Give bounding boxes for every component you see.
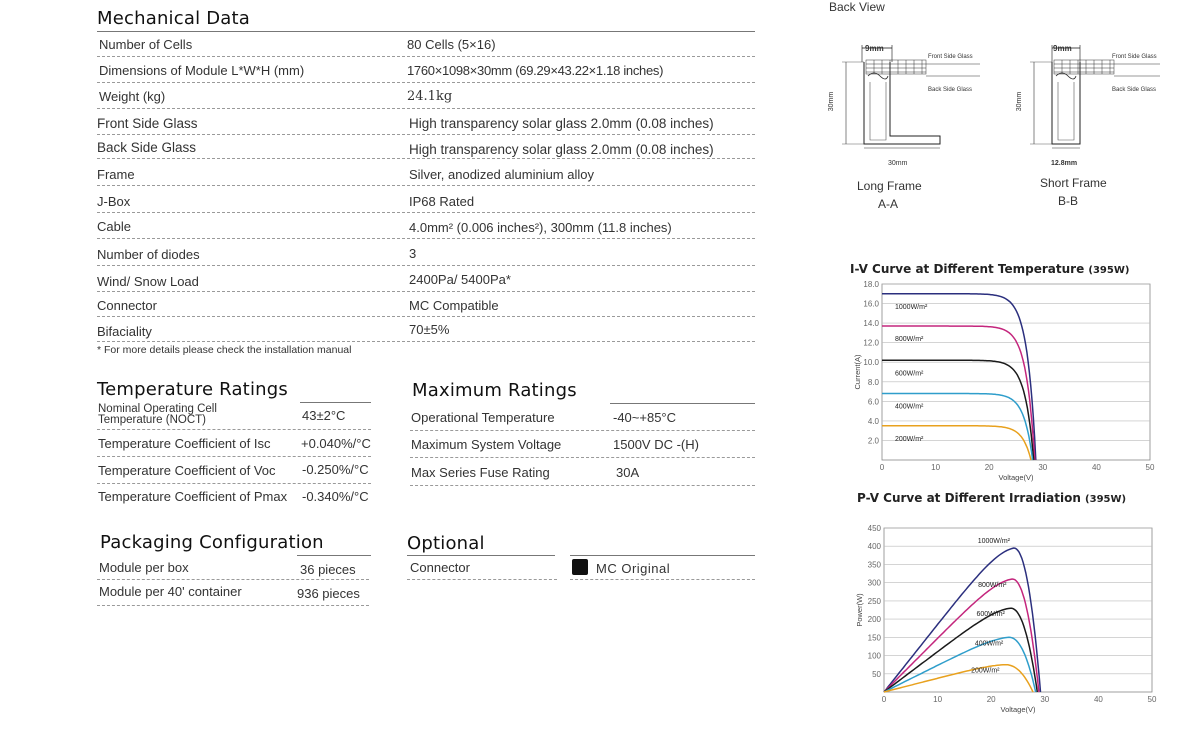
row-value: +0.040%/°C	[301, 436, 371, 451]
series-line	[884, 637, 1036, 692]
iv-chart	[842, 280, 1162, 480]
row-label: Front Side Glass	[97, 116, 198, 131]
table-row	[410, 404, 755, 431]
row-value: MC Original	[596, 561, 671, 576]
row-label: Nominal Operating Cell Temperature (NOCT)	[98, 403, 217, 426]
series-label: 1000W/m²	[977, 538, 1011, 546]
maximum-ratings-title: Maximum Ratings	[412, 380, 577, 401]
x-tick-label: 20	[986, 695, 996, 704]
series-label: 600W/m²	[976, 611, 1005, 619]
x-tick-label: 40	[1091, 463, 1101, 472]
y-tick-label: 14.0	[863, 319, 879, 329]
series-label: 200W/m²	[971, 667, 1000, 675]
y-axis-label: Current(A)	[853, 354, 862, 390]
table-row	[97, 268, 755, 292]
y-tick-label: 200	[867, 615, 881, 625]
table-row	[97, 484, 371, 509]
series-label: 800W/m²	[895, 336, 924, 344]
table-row	[97, 111, 755, 135]
row-label: Temperature Coefficient of Voc	[98, 463, 276, 478]
table-row	[97, 85, 755, 109]
table-row	[97, 242, 755, 266]
y-tick-label: 8.0	[867, 377, 879, 387]
row-label: Number of Cells	[99, 37, 193, 52]
row-label: Module per box	[99, 560, 189, 575]
y-tick-label: 50	[872, 669, 881, 679]
y-tick-label: 300	[867, 578, 881, 588]
series-label: 400W/m²	[974, 640, 1004, 648]
row-value: High transparency solar glass 2.0mm (0.08 inches)	[409, 116, 714, 131]
row-label: Max Series Fuse Rating	[411, 465, 550, 480]
series-label: 600W/m²	[895, 370, 924, 378]
y-tick-label: 250	[867, 596, 881, 606]
row-label: Operational Temperature	[411, 410, 555, 425]
y-tick-label: 450	[867, 524, 881, 533]
installation-note: * For more details please check the installation manual	[97, 344, 352, 356]
series-line	[884, 548, 1041, 692]
x-tick-label: 0	[879, 463, 885, 472]
table-row	[97, 430, 371, 457]
row-value: IP68 Rated	[409, 194, 475, 209]
row-label: Wind/ Snow Load	[97, 274, 199, 289]
long-frame-back-label: Back Side Glass	[928, 87, 973, 93]
series-line	[884, 608, 1037, 692]
row-value: 43±2°C	[302, 408, 346, 423]
connector-color-swatch	[572, 559, 588, 575]
row-value: -0.250%/°C	[302, 462, 369, 477]
long-frame-section: A-A	[878, 197, 899, 211]
long-frame-front-label: Front Side Glass	[928, 54, 973, 60]
short-frame-front-label: Front Side Glass	[1112, 54, 1157, 60]
row-label: Module per 40' container	[99, 584, 242, 599]
x-tick-label: 40	[1093, 695, 1103, 704]
plot-area	[884, 528, 1152, 692]
row-label: Temperature Coefficient of Isc	[98, 436, 271, 451]
table-row	[97, 59, 755, 83]
y-tick-label: 16.0	[863, 299, 879, 309]
row-label: Dimensions of Module L*W*H (mm)	[99, 63, 305, 78]
x-tick-label: 10	[931, 463, 941, 472]
series-label: 1000W/m²	[895, 303, 928, 311]
row-value: 1500V DC -(H)	[613, 437, 699, 452]
table-row	[410, 431, 755, 458]
y-tick-label: 6.0	[867, 397, 879, 407]
long-frame-dim-side: 30mm	[828, 91, 836, 112]
table-row	[97, 293, 755, 317]
y-tick-label: 150	[867, 633, 881, 643]
long-frame-name: Long Frame	[857, 179, 922, 193]
row-label: J-Box	[97, 194, 131, 209]
table-row	[97, 135, 755, 159]
iv-chart-title	[850, 262, 1129, 276]
row-label: Temperature Coefficient of Pmax	[98, 489, 288, 504]
row-value: 2400Pa/ 5400Pa*	[409, 272, 511, 287]
short-frame-dim-top: 9mm	[1053, 44, 1072, 53]
x-tick-label: 20	[984, 463, 994, 472]
row-label: Connector	[410, 560, 470, 575]
x-tick-label: 50	[1145, 463, 1155, 472]
iv-chart-title-suffix: (395W)	[1088, 265, 1130, 276]
series-label: 800W/m²	[978, 582, 1007, 590]
table-row	[97, 162, 755, 186]
y-tick-label: 2.0	[867, 436, 879, 446]
long-frame-dim-top: 9mm	[865, 44, 884, 53]
table-row	[97, 457, 371, 484]
table-row	[407, 556, 557, 580]
row-label: Number of diodes	[97, 247, 200, 262]
mechanical-data-title: Mechanical Data	[97, 8, 250, 29]
y-axis-label: Power(W)	[855, 593, 864, 627]
optional-title: Optional	[407, 533, 485, 554]
row-label: Maximum System Voltage	[411, 437, 562, 452]
row-label: Bifaciality	[97, 324, 152, 339]
table-row	[570, 556, 755, 580]
row-value: 4.0mm² (0.006 inches²), 300mm (11.8 inches)	[409, 220, 672, 235]
row-value: -0.340%/°C	[302, 489, 369, 504]
row-value: 80 Cells (5×16)	[407, 37, 496, 52]
table-row	[97, 556, 369, 580]
iv-chart-title-text: I-V Curve at Different Temperature	[850, 262, 1085, 276]
row-value: 1760×1098×30mm (69.29×43.22×1.18 inches)	[407, 63, 664, 78]
mechanical-data-rule	[97, 31, 755, 32]
long-frame-dim-bottom: 30mm	[888, 160, 908, 167]
table-row	[97, 33, 755, 57]
table-row	[97, 403, 371, 430]
y-tick-label: 350	[867, 560, 881, 570]
row-label: Cable	[97, 219, 131, 234]
y-tick-label: 12.0	[863, 338, 879, 348]
row-value: MC Compatible	[409, 298, 499, 313]
row-value: 36 pieces	[300, 562, 356, 577]
series-label: 400W/m²	[895, 403, 924, 411]
row-value: 24.1kg	[407, 89, 453, 104]
pv-chart	[842, 520, 1162, 735]
back-view-title: Back View	[829, 0, 885, 14]
x-tick-label: 30	[1038, 463, 1048, 472]
row-label: Connector	[97, 298, 157, 313]
table-row	[97, 189, 755, 213]
y-tick-label: 10.0	[863, 358, 879, 368]
x-tick-label: 10	[933, 695, 943, 704]
table-row	[97, 318, 755, 342]
series-line	[882, 426, 1031, 460]
row-value: 3	[409, 246, 417, 261]
y-tick-label: 100	[867, 651, 881, 661]
row-value: High transparency solar glass 2.0mm (0.08 inches)	[409, 142, 714, 157]
row-value: 70±5%	[409, 322, 450, 337]
short-frame-section: B-B	[1058, 194, 1079, 208]
x-tick-label: 0	[881, 695, 887, 704]
row-label: Weight (kg)	[99, 89, 166, 104]
x-tick-label: 30	[1040, 695, 1050, 704]
row-value: 30A	[616, 465, 640, 480]
short-frame-name: Short Frame	[1040, 176, 1107, 190]
row-value: Silver, anodized aluminium alloy	[409, 167, 594, 182]
pv-chart-title	[857, 491, 1126, 505]
row-value: -40~+85°C	[613, 410, 677, 425]
row-label: Back Side Glass	[97, 140, 197, 155]
pv-chart-title-text: P-V Curve at Different Irradiation	[857, 491, 1081, 505]
table-row	[97, 580, 369, 606]
x-tick-label: 50	[1147, 695, 1157, 704]
row-value: 936 pieces	[297, 586, 360, 601]
row-label: Frame	[97, 167, 135, 182]
series-label: 200W/m²	[895, 435, 924, 443]
x-axis-label: Voltage(V)	[1000, 705, 1036, 714]
y-tick-label: 18.0	[863, 280, 879, 289]
short-frame-dim-side: 30mm	[1016, 91, 1024, 112]
table-row	[97, 215, 755, 239]
packaging-configuration-title: Packaging Configuration	[100, 532, 324, 553]
short-frame-back-label: Back Side Glass	[1112, 87, 1157, 93]
pv-chart-title-suffix: (395W)	[1085, 494, 1127, 505]
x-axis-label: Voltage(V)	[998, 473, 1034, 482]
y-tick-label: 4.0	[867, 416, 879, 426]
temperature-ratings-title: Temperature Ratings	[97, 379, 288, 400]
y-tick-label: 400	[867, 542, 881, 552]
short-frame-dim-bottom: 12.8mm	[1051, 160, 1078, 167]
table-row	[410, 458, 755, 486]
